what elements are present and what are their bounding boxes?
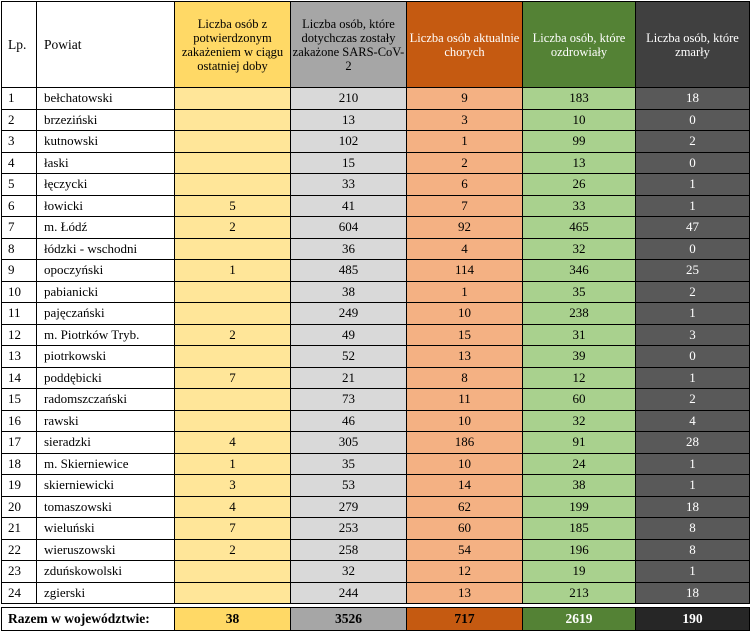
cell-recovered: 32 bbox=[523, 410, 636, 432]
cell-lp: 14 bbox=[2, 367, 37, 389]
cell-new-cases bbox=[175, 389, 291, 411]
cell-recovered: 13 bbox=[523, 152, 636, 174]
header-recovered: Liczba osób, które ozdrowiały bbox=[523, 2, 636, 88]
table-row bbox=[2, 303, 750, 325]
cell-deaths: 18 bbox=[636, 496, 750, 518]
cell-new-cases bbox=[175, 346, 291, 368]
table-row bbox=[2, 281, 750, 303]
cell-lp: 3 bbox=[2, 131, 37, 153]
cell-lp: 20 bbox=[2, 496, 37, 518]
cell-new-cases: 2 bbox=[175, 217, 291, 239]
cell-total-cases: 485 bbox=[291, 260, 407, 282]
cell-deaths: 1 bbox=[636, 475, 750, 497]
cell-powiat: piotrkowski bbox=[37, 346, 175, 368]
cell-total-cases: 52 bbox=[291, 346, 407, 368]
cell-lp: 5 bbox=[2, 174, 37, 196]
cell-recovered: 10 bbox=[523, 109, 636, 131]
cell-active-cases: 11 bbox=[407, 389, 523, 411]
cell-lp: 9 bbox=[2, 260, 37, 282]
cell-lp: 6 bbox=[2, 195, 37, 217]
cell-deaths: 0 bbox=[636, 238, 750, 260]
cell-deaths: 47 bbox=[636, 217, 750, 239]
header-total-cases: Liczba osób, które dotychczas zostały zakażone SARS-CoV-2 bbox=[291, 2, 407, 88]
cell-recovered: 33 bbox=[523, 195, 636, 217]
cell-total-cases: 244 bbox=[291, 582, 407, 604]
cell-recovered: 185 bbox=[523, 518, 636, 540]
cell-new-cases bbox=[175, 410, 291, 432]
cell-new-cases: 5 bbox=[175, 195, 291, 217]
cell-deaths: 0 bbox=[636, 109, 750, 131]
cell-active-cases: 8 bbox=[407, 367, 523, 389]
table-row bbox=[2, 496, 750, 518]
table-row bbox=[2, 475, 750, 497]
totals-label: Razem w województwie: bbox=[2, 608, 175, 631]
cell-powiat: opoczyński bbox=[37, 260, 175, 282]
cell-lp: 24 bbox=[2, 582, 37, 604]
cell-total-cases: 249 bbox=[291, 303, 407, 325]
totals-new-cases: 38 bbox=[175, 608, 291, 631]
cell-deaths: 8 bbox=[636, 539, 750, 561]
cell-powiat: m. Piotrków Tryb. bbox=[37, 324, 175, 346]
table-row bbox=[2, 518, 750, 540]
cell-deaths: 25 bbox=[636, 260, 750, 282]
cell-deaths: 0 bbox=[636, 152, 750, 174]
cell-recovered: 24 bbox=[523, 453, 636, 475]
cell-recovered: 60 bbox=[523, 389, 636, 411]
cell-total-cases: 102 bbox=[291, 131, 407, 153]
cell-recovered: 31 bbox=[523, 324, 636, 346]
table-row bbox=[2, 131, 750, 153]
cell-recovered: 32 bbox=[523, 238, 636, 260]
cell-recovered: 99 bbox=[523, 131, 636, 153]
cell-active-cases: 12 bbox=[407, 561, 523, 583]
cell-total-cases: 258 bbox=[291, 539, 407, 561]
cell-active-cases: 13 bbox=[407, 346, 523, 368]
cell-active-cases: 10 bbox=[407, 410, 523, 432]
cell-active-cases: 92 bbox=[407, 217, 523, 239]
cell-active-cases: 14 bbox=[407, 475, 523, 497]
table-row bbox=[2, 410, 750, 432]
cell-recovered: 465 bbox=[523, 217, 636, 239]
cell-total-cases: 13 bbox=[291, 109, 407, 131]
cell-total-cases: 33 bbox=[291, 174, 407, 196]
cell-powiat: zduńskowolski bbox=[37, 561, 175, 583]
cell-powiat: bełchatowski bbox=[37, 88, 175, 110]
cell-active-cases: 1 bbox=[407, 131, 523, 153]
table-row bbox=[2, 367, 750, 389]
cell-new-cases: 1 bbox=[175, 260, 291, 282]
cell-powiat: łowicki bbox=[37, 195, 175, 217]
cell-new-cases bbox=[175, 281, 291, 303]
cell-deaths: 1 bbox=[636, 174, 750, 196]
cell-active-cases: 62 bbox=[407, 496, 523, 518]
cell-new-cases bbox=[175, 174, 291, 196]
cell-deaths: 3 bbox=[636, 324, 750, 346]
cell-deaths: 1 bbox=[636, 195, 750, 217]
cell-recovered: 199 bbox=[523, 496, 636, 518]
cell-active-cases: 54 bbox=[407, 539, 523, 561]
cell-powiat: zgierski bbox=[37, 582, 175, 604]
cell-active-cases: 10 bbox=[407, 303, 523, 325]
cell-powiat: sieradzki bbox=[37, 432, 175, 454]
cell-powiat: skierniewicki bbox=[37, 475, 175, 497]
cell-active-cases: 6 bbox=[407, 174, 523, 196]
cell-recovered: 238 bbox=[523, 303, 636, 325]
cell-lp: 22 bbox=[2, 539, 37, 561]
cell-total-cases: 32 bbox=[291, 561, 407, 583]
cell-deaths: 1 bbox=[636, 561, 750, 583]
cell-active-cases: 15 bbox=[407, 324, 523, 346]
cell-lp: 4 bbox=[2, 152, 37, 174]
cell-active-cases: 10 bbox=[407, 453, 523, 475]
cell-powiat: poddębicki bbox=[37, 367, 175, 389]
table-row bbox=[2, 539, 750, 561]
cell-total-cases: 41 bbox=[291, 195, 407, 217]
cell-deaths: 18 bbox=[636, 582, 750, 604]
cell-lp: 8 bbox=[2, 238, 37, 260]
cell-total-cases: 604 bbox=[291, 217, 407, 239]
cell-new-cases bbox=[175, 152, 291, 174]
cell-powiat: wieluński bbox=[37, 518, 175, 540]
table-row bbox=[2, 88, 750, 110]
cell-deaths: 0 bbox=[636, 346, 750, 368]
cell-total-cases: 21 bbox=[291, 367, 407, 389]
cell-active-cases: 114 bbox=[407, 260, 523, 282]
cell-new-cases bbox=[175, 303, 291, 325]
table-row bbox=[2, 174, 750, 196]
cell-total-cases: 38 bbox=[291, 281, 407, 303]
cell-lp: 13 bbox=[2, 346, 37, 368]
cell-lp: 11 bbox=[2, 303, 37, 325]
cell-lp: 18 bbox=[2, 453, 37, 475]
table-row bbox=[2, 453, 750, 475]
cell-powiat: m. Skierniewice bbox=[37, 453, 175, 475]
cell-new-cases: 1 bbox=[175, 453, 291, 475]
table-row bbox=[2, 324, 750, 346]
cell-lp: 2 bbox=[2, 109, 37, 131]
cell-recovered: 38 bbox=[523, 475, 636, 497]
cell-powiat: łęczycki bbox=[37, 174, 175, 196]
table-row bbox=[2, 109, 750, 131]
cell-recovered: 26 bbox=[523, 174, 636, 196]
cell-total-cases: 35 bbox=[291, 453, 407, 475]
cell-recovered: 213 bbox=[523, 582, 636, 604]
cell-powiat: kutnowski bbox=[37, 131, 175, 153]
header-new-cases: Liczba osób z potwierdzonym zakażeniem w ciągu ostatniej doby bbox=[175, 2, 291, 88]
cell-powiat: rawski bbox=[37, 410, 175, 432]
cell-powiat: łódzki - wschodni bbox=[37, 238, 175, 260]
cell-total-cases: 279 bbox=[291, 496, 407, 518]
cell-deaths: 2 bbox=[636, 281, 750, 303]
cell-total-cases: 36 bbox=[291, 238, 407, 260]
cell-deaths: 8 bbox=[636, 518, 750, 540]
table-body bbox=[2, 88, 750, 604]
cell-active-cases: 2 bbox=[407, 152, 523, 174]
cell-active-cases: 7 bbox=[407, 195, 523, 217]
table-row bbox=[2, 260, 750, 282]
cell-new-cases bbox=[175, 561, 291, 583]
cell-recovered: 196 bbox=[523, 539, 636, 561]
totals-active-cases: 717 bbox=[407, 608, 523, 631]
cell-lp: 12 bbox=[2, 324, 37, 346]
table-row bbox=[2, 582, 750, 604]
cell-new-cases bbox=[175, 582, 291, 604]
cell-active-cases: 13 bbox=[407, 582, 523, 604]
cell-powiat: m. Łódź bbox=[37, 217, 175, 239]
cell-deaths: 1 bbox=[636, 367, 750, 389]
cell-total-cases: 210 bbox=[291, 88, 407, 110]
cell-lp: 23 bbox=[2, 561, 37, 583]
totals-row bbox=[2, 608, 750, 631]
cell-new-cases: 4 bbox=[175, 496, 291, 518]
cell-active-cases: 186 bbox=[407, 432, 523, 454]
cell-deaths: 1 bbox=[636, 453, 750, 475]
totals-deaths: 190 bbox=[636, 608, 750, 631]
cell-recovered: 346 bbox=[523, 260, 636, 282]
cell-deaths: 4 bbox=[636, 410, 750, 432]
cell-lp: 15 bbox=[2, 389, 37, 411]
header-deaths: Liczba osób, które zmarły bbox=[636, 2, 750, 88]
cell-lp: 19 bbox=[2, 475, 37, 497]
cell-new-cases bbox=[175, 131, 291, 153]
cell-total-cases: 46 bbox=[291, 410, 407, 432]
cell-total-cases: 53 bbox=[291, 475, 407, 497]
cell-total-cases: 49 bbox=[291, 324, 407, 346]
cell-active-cases: 4 bbox=[407, 238, 523, 260]
cell-new-cases bbox=[175, 238, 291, 260]
table-row bbox=[2, 432, 750, 454]
cell-deaths: 28 bbox=[636, 432, 750, 454]
table-row bbox=[2, 561, 750, 583]
cell-lp: 17 bbox=[2, 432, 37, 454]
cell-powiat: brzeziński bbox=[37, 109, 175, 131]
cell-deaths: 1 bbox=[636, 303, 750, 325]
cell-recovered: 183 bbox=[523, 88, 636, 110]
cell-lp: 7 bbox=[2, 217, 37, 239]
header-powiat: Powiat bbox=[37, 2, 175, 88]
table-row bbox=[2, 238, 750, 260]
cell-new-cases bbox=[175, 109, 291, 131]
cell-active-cases: 9 bbox=[407, 88, 523, 110]
cell-new-cases: 2 bbox=[175, 324, 291, 346]
cell-new-cases: 2 bbox=[175, 539, 291, 561]
cell-recovered: 12 bbox=[523, 367, 636, 389]
cell-lp: 16 bbox=[2, 410, 37, 432]
cell-powiat: łaski bbox=[37, 152, 175, 174]
cell-recovered: 39 bbox=[523, 346, 636, 368]
cell-powiat: tomaszowski bbox=[37, 496, 175, 518]
cell-powiat: pajęczański bbox=[37, 303, 175, 325]
cell-recovered: 19 bbox=[523, 561, 636, 583]
cell-powiat: pabianicki bbox=[37, 281, 175, 303]
cell-total-cases: 73 bbox=[291, 389, 407, 411]
cell-deaths: 2 bbox=[636, 131, 750, 153]
table-row bbox=[2, 217, 750, 239]
header-row bbox=[2, 2, 750, 88]
cell-recovered: 91 bbox=[523, 432, 636, 454]
cell-lp: 1 bbox=[2, 88, 37, 110]
table-row bbox=[2, 389, 750, 411]
covid-district-table bbox=[1, 1, 750, 631]
cell-powiat: radomszczański bbox=[37, 389, 175, 411]
cell-total-cases: 253 bbox=[291, 518, 407, 540]
cell-powiat: wieruszowski bbox=[37, 539, 175, 561]
totals-total-cases: 3526 bbox=[291, 608, 407, 631]
header-active-cases: Liczba osób aktualnie chorych bbox=[407, 2, 523, 88]
cell-lp: 21 bbox=[2, 518, 37, 540]
cell-deaths: 18 bbox=[636, 88, 750, 110]
cell-new-cases: 3 bbox=[175, 475, 291, 497]
cell-new-cases: 4 bbox=[175, 432, 291, 454]
cell-active-cases: 1 bbox=[407, 281, 523, 303]
header-lp: Lp. bbox=[2, 2, 37, 88]
cell-new-cases: 7 bbox=[175, 518, 291, 540]
totals-recovered: 2619 bbox=[523, 608, 636, 631]
cell-total-cases: 305 bbox=[291, 432, 407, 454]
table-row bbox=[2, 195, 750, 217]
cell-new-cases: 7 bbox=[175, 367, 291, 389]
cell-active-cases: 3 bbox=[407, 109, 523, 131]
cell-lp: 10 bbox=[2, 281, 37, 303]
cell-recovered: 35 bbox=[523, 281, 636, 303]
table-row bbox=[2, 152, 750, 174]
table-row bbox=[2, 346, 750, 368]
cell-new-cases bbox=[175, 88, 291, 110]
cell-deaths: 2 bbox=[636, 389, 750, 411]
cell-total-cases: 15 bbox=[291, 152, 407, 174]
cell-active-cases: 60 bbox=[407, 518, 523, 540]
